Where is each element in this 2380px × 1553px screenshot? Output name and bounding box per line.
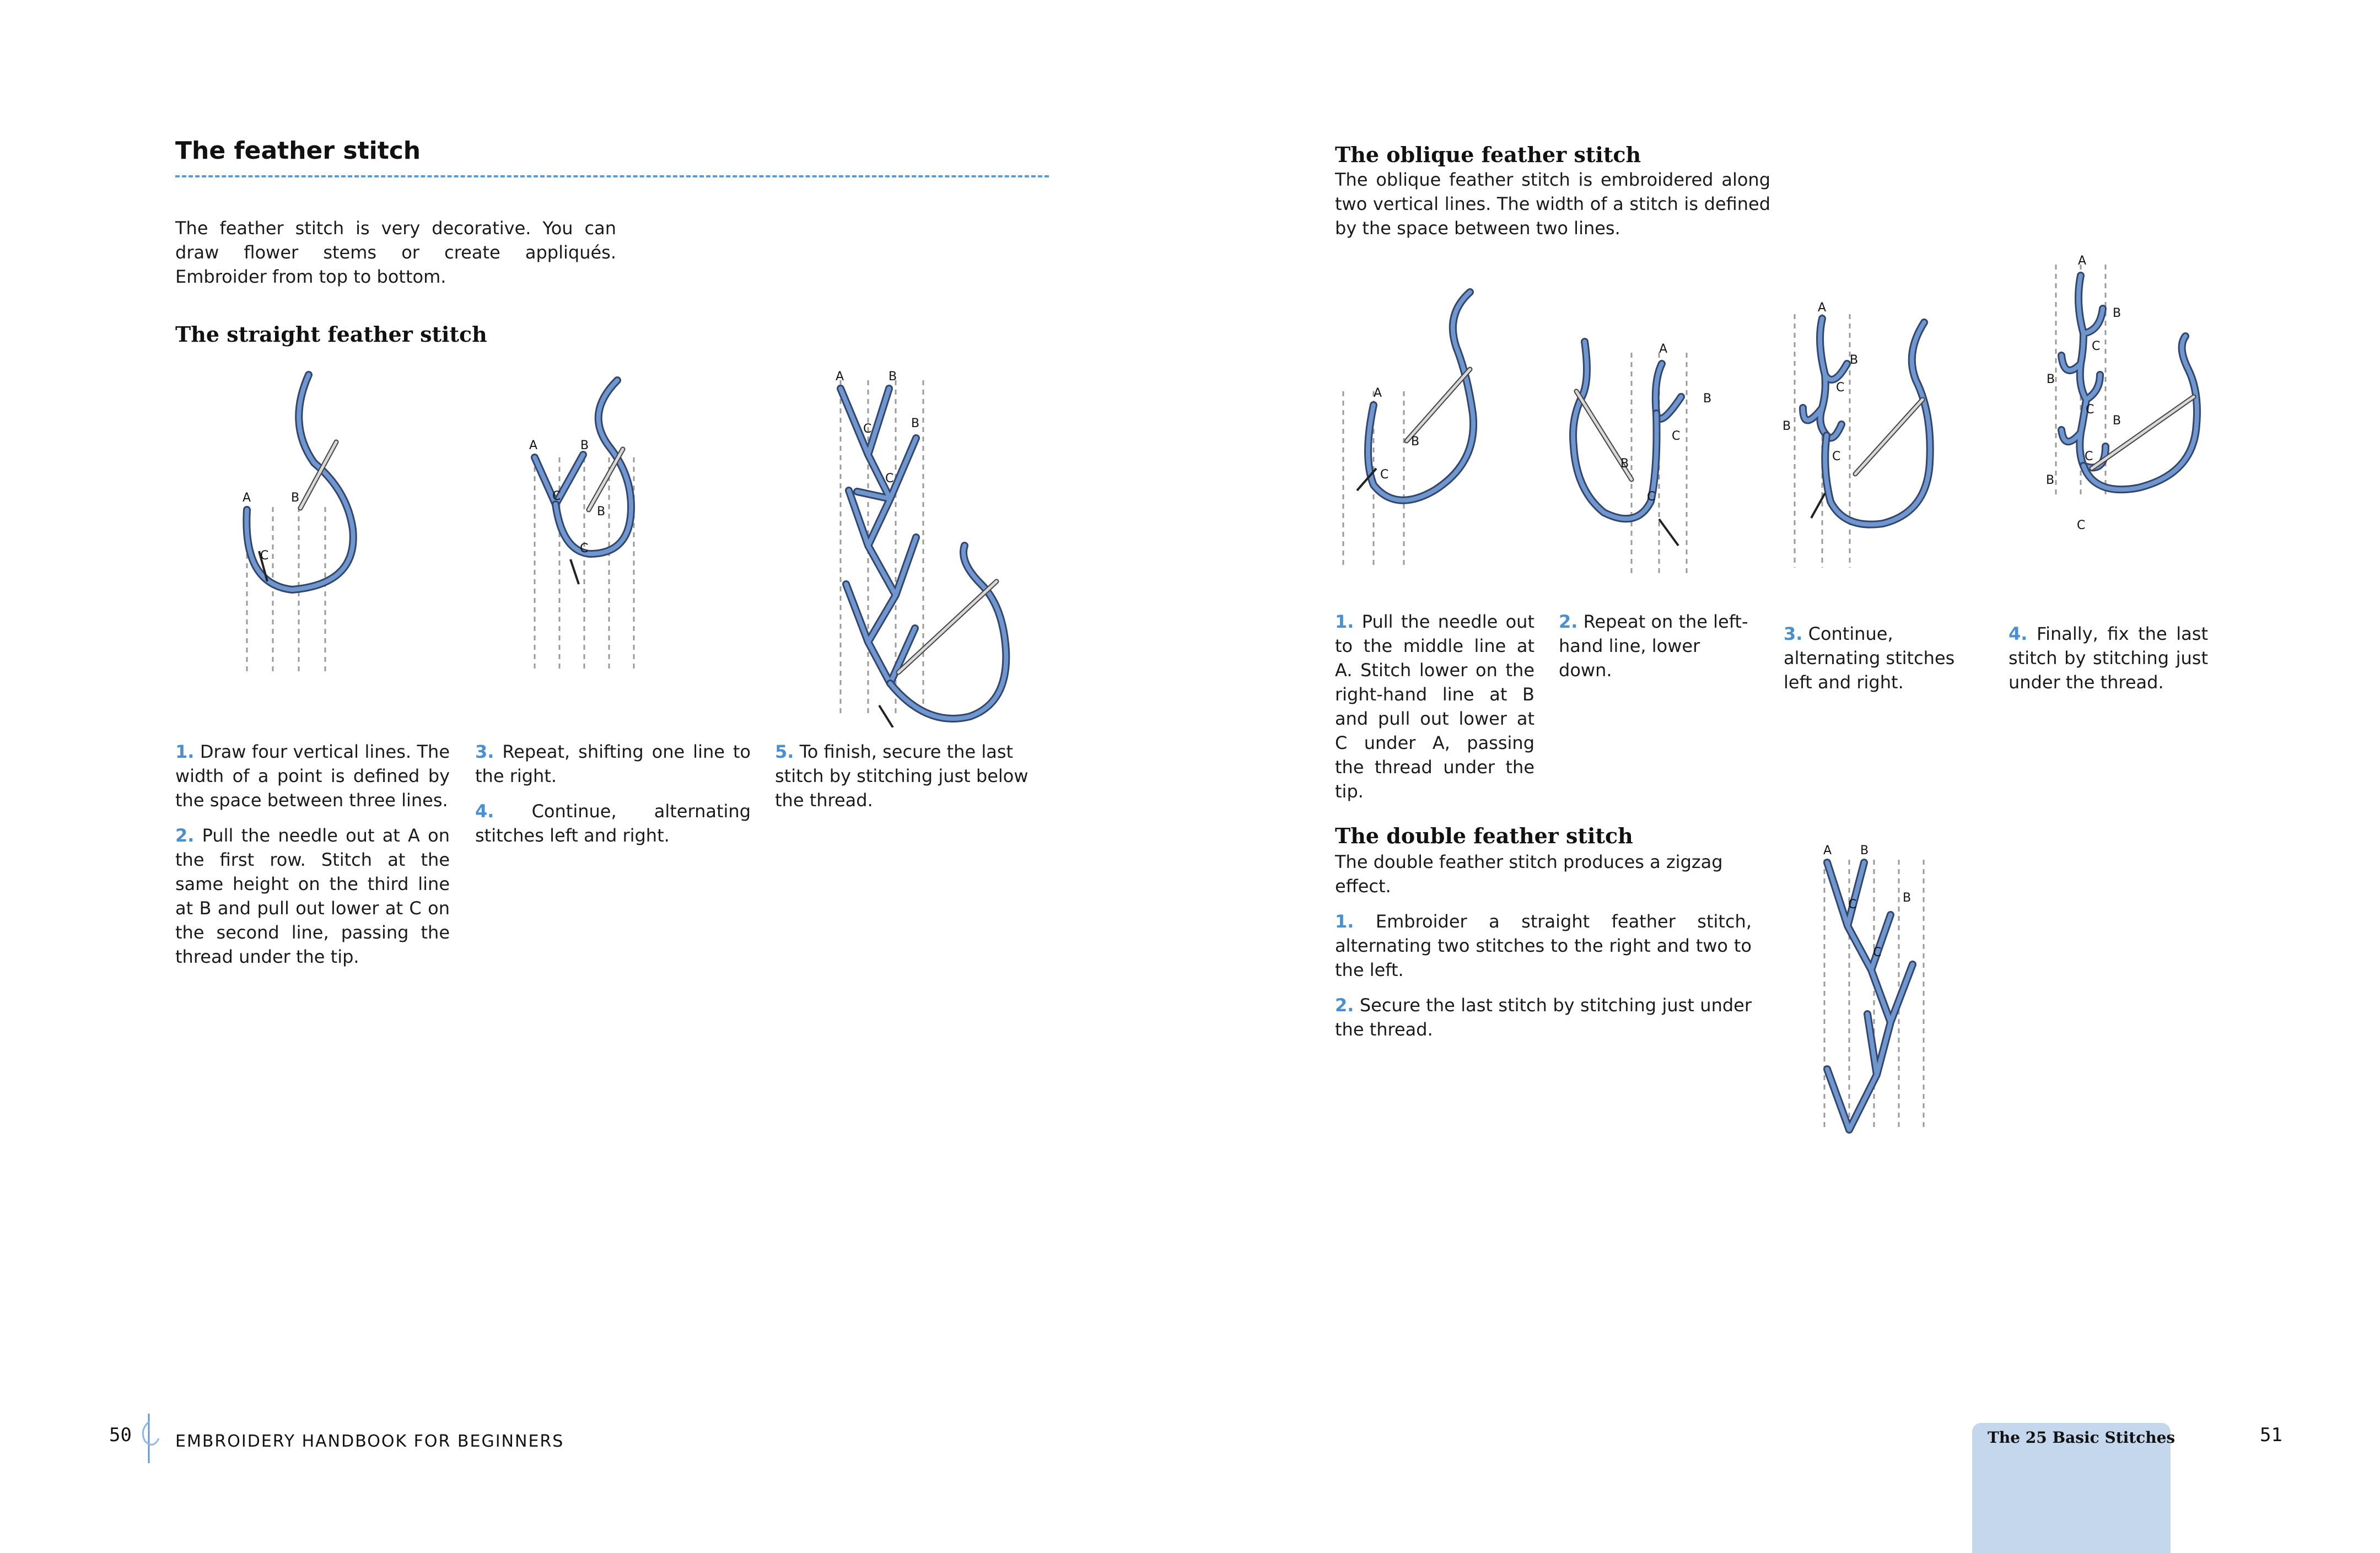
label-c: C [580,542,589,556]
thread [2061,276,2197,489]
label-b: B [1903,891,1911,905]
double-steps [1335,909,1752,1053]
step-1: 1. Draw four vertical lines. The width of a point is defined by the space between three lines. [175,741,450,811]
label-c: C [1672,429,1681,443]
step-column-3 [775,740,1062,823]
label-b: B [1860,844,1869,858]
straight-figure-2 [518,364,694,683]
label-b: B [2046,473,2055,487]
label-b: B [2047,373,2055,386]
page-number-right: 51 [2260,1424,2282,1446]
label-c: C [2077,519,2086,532]
page-number-left: 50 [109,1424,132,1446]
label-c: C [1836,381,1845,395]
label-c: C [2092,339,2101,353]
label-a: A [243,491,251,505]
double-figure [1813,838,1951,1135]
step-column-2 [475,740,751,859]
double-step-2: 2. Secure the last stitch by stitching just under the thread. [1335,995,1752,1040]
straight-heading: The straight feather stitch [175,322,487,347]
oblique-figure-4 [2028,254,2216,551]
label-b: B [1411,435,1420,449]
label-a: A [2078,254,2087,268]
label-b: B [911,417,920,430]
label-a: A [1374,386,1382,400]
label-c: C [1848,898,1857,912]
label-c: C [260,549,269,563]
oblique-figure-1 [1335,281,1495,573]
label-a: A [529,439,538,452]
double-step-1: 1. Embroider a straight feather stitch, alternating two stitches to the right and two to the left. [1335,911,1752,980]
needle-icon [589,449,623,510]
oblique-heading: The oblique feather stitch [1335,142,1641,167]
label-c: C [2086,403,2094,417]
label-b: B [291,491,300,505]
book-title: EMBROIDERY HANDBOOK FOR BEGINNERS [175,1432,564,1451]
thread [1573,342,1681,519]
label-c: C [1832,450,1841,463]
label-b: B [597,505,606,519]
label-b: B [889,370,897,384]
label-c: C [1873,946,1882,959]
label-b: B [580,439,589,452]
section-tab-label: The 25 Basic Stitches [1988,1428,2176,1447]
double-intro: The double feather stitch produces a zigzag effect. [1335,851,1723,897]
label-a: A [1823,844,1832,858]
thread [1827,862,1913,1130]
thread [535,380,631,554]
label-c: C [863,422,872,436]
straight-figure-3 [816,364,1047,727]
label-b: B [2113,414,2121,428]
needle-icon [1407,369,1470,441]
oblique-figure-2 [1560,325,1720,579]
label-c: C [2085,450,2093,463]
step-3: 3. Repeat, shifting one line to the right. [475,741,751,786]
double-heading: The double feather stitch [1335,823,1633,848]
oblique-intro: The oblique feather stitch is embroidered along two vertical lines. The width of a stitch is defined by the space between two lines. [1335,169,1770,239]
oblique-step-4: 4. Finally, fix the last stitch by stitching just under the thread. [2009,623,2208,693]
label-a: A [1818,301,1827,315]
label-a: A [836,370,844,384]
oblique-step-2: 2. Repeat on the left-hand line, lower down. [1559,611,1748,681]
label-c: C [1380,468,1389,482]
straight-figure-1 [220,364,397,683]
label-b: B [1703,392,1712,406]
step-4: 4. Continue, alternating stitches left and right. [475,801,751,846]
label-b: B [1783,419,1791,433]
step-5: 5. To finish, secure the last stitch by stitching just below the thread. [775,741,1029,811]
label-b: B [1620,457,1629,471]
oblique-figure-3 [1778,292,1943,579]
label-c: C [1647,490,1656,504]
step-2: 2. Pull the needle out at A on the first row. Stitch at the same height on the third line at B and pull out lower at C on the second line, passing the thread under the tip. [175,825,450,967]
needle-thread-icon [137,1411,164,1466]
needle-icon [2092,397,2194,468]
label-a: A [1659,342,1668,356]
oblique-step-1: 1. Pull the needle out to the middle line at A. Stitch lower on the right-hand line at B and pull out lower at C under A, passing the thread under the tip. [1335,611,1534,802]
step-column-1 [175,740,450,980]
label-c: C [552,489,561,503]
label-b: B [2113,306,2121,320]
label-b: B [1850,353,1859,367]
intro-text: The feather stitch is very decorative. You can draw flower stems or create appliqués. Embroider from top to bottom. [175,218,616,287]
oblique-step-3: 3. Continue, alternating stitches left and right. [1784,623,1955,693]
label-c: C [885,472,894,486]
page-title: The feather stitch [175,137,421,165]
needle-icon [1855,400,1923,474]
title-divider [175,175,1049,177]
